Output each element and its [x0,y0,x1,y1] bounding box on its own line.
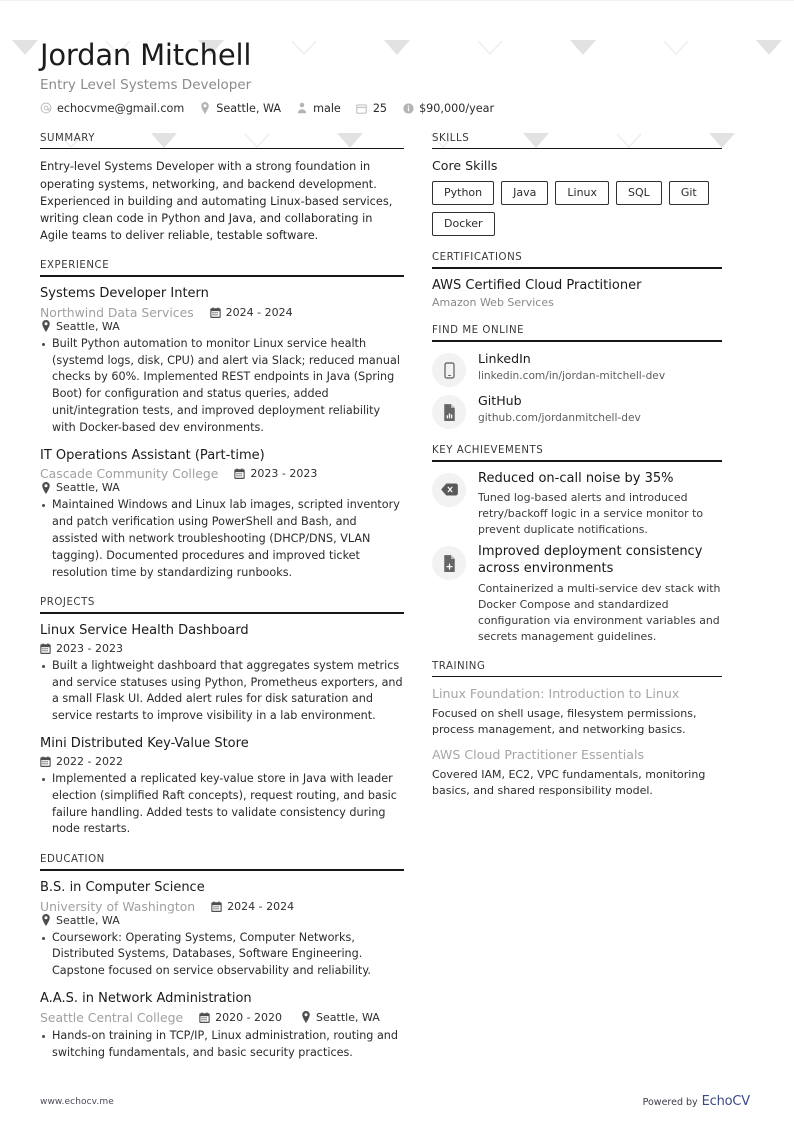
section-certifications [432,252,722,309]
location-icon [300,1012,311,1023]
entry-organization: University of Washington [40,898,196,914]
achievement-icon-bubble [432,473,466,507]
section-experience [40,260,404,581]
contact-item [356,102,387,115]
section-summary [40,133,404,244]
achievement-row [432,544,722,644]
left-column [40,133,432,1078]
two-column-body [40,133,750,1078]
contact-value: Seattle, WA [216,101,282,115]
resume-entry [40,880,404,980]
entry-title: Linux Service Health Dashboard [40,623,249,638]
skill-chip[interactable]: Git [669,181,709,205]
entry-title: Mini Distributed Key-Value Store [40,736,249,752]
resume-entry [40,448,404,582]
online-url[interactable]: linkedin.com/in/jordan-mitchell-dev [478,369,666,382]
certification-entries [432,278,722,310]
section-find-me-online [432,325,722,429]
achievement-row [432,471,722,539]
online-icon-bubble [432,353,466,387]
entry-title: A.A.S. in Network Administration [40,991,252,1007]
projects-rule [40,612,404,614]
candidate-title: Entry Level Systems Developer [40,76,252,93]
entry-bullets [40,658,404,725]
entry-location: Seattle, WA [40,481,120,494]
cal-solid-icon [40,756,51,767]
resume-entry [40,286,404,437]
skill-chip-list [432,181,722,236]
entry-title: Systems Developer Intern [40,285,209,301]
online-label: LinkedIn [478,351,531,367]
resume-entry [40,991,404,1061]
cal-solid-icon [234,468,245,479]
section-key-achievements [432,445,722,645]
online-profile-row[interactable] [432,393,722,429]
entry-bullets [40,497,404,581]
achievement-description: Containerized a multi-service dev stack with Docker Compose and standardized configuration via environment variables and secrets management guidelines. [478,581,721,643]
contact-line [40,102,750,115]
achievement-row-body [478,471,722,539]
training-title: AWS Cloud Practitioner Essentials [432,747,645,763]
experience-heading: EXPERIENCE [40,260,110,272]
location-icon [199,102,211,114]
achievement-row-body [478,544,722,644]
skills-heading: SKILLS [432,132,470,144]
footer-powered-by [643,1094,750,1109]
entry-bullet: Coursework: Operating Systems, Computer Networks, Distributed Systems, Databases, Software Engineering. Capstone focused on service observability and reliability. [40,930,404,980]
skill-chip[interactable]: Java [501,181,548,205]
online-profile-row[interactable] [432,351,722,387]
info-icon [402,102,414,114]
summary-heading: SUMMARY [40,132,95,144]
resume-entry [40,623,404,725]
entry-location: Seattle, WA [300,1011,380,1024]
entry-dates: 2020 - 2020 [199,1011,282,1024]
online-row-body [478,351,722,382]
achievements-heading: KEY ACHIEVEMENTS [432,445,544,457]
entry-dates: 2023 - 2023 [234,467,317,480]
skill-chip[interactable]: Linux [555,181,609,205]
contact-value: echocvme@gmail.com [57,101,185,115]
experience-entries [40,286,404,582]
email-icon [40,102,52,114]
projects-entries [40,623,404,838]
online-url[interactable]: github.com/jordanmitchell-dev [478,411,641,424]
document-plus-icon [442,555,457,572]
location-icon [40,915,51,926]
achievement-icon-bubble [432,546,466,580]
person-icon [296,102,308,114]
section-projects [40,597,404,838]
entry-organization: Northwind Data Services [40,304,194,320]
summary-text: Entry-level Systems Developer with a strong foundation in operating systems, networking, and backend development. Experienced in building and automating Linux-based services, writing clean code in Python and Java, and collaborating in Agile teams to deliver reliable, testable software. [40,160,393,243]
cal-solid-icon [210,307,221,318]
education-entries [40,880,404,1062]
entry-bullet: Implemented a replicated key-value store in Java with leader election (simplified Raft concepts), request routing, and basic failure handling. Added tests to validate consistency during node restarts. [40,771,404,838]
entry-bullet: Built a lightweight dashboard that aggregates system metrics and service statuses using Python, Prometheus exporters, and a small Flask UI. Added alert rules for disk saturation and service restarts to improve visibility in a lab environment. [40,658,404,725]
candidate-name: Jordan Mitchell [40,38,252,72]
section-skills [432,133,722,236]
entry-bullets [40,930,404,980]
calendar-icon [356,102,368,114]
entry-meta [40,1010,404,1025]
online-label: GitHub [478,393,522,409]
contact-item [40,102,184,115]
training-entry [432,686,722,738]
contact-value: $90,000/year [419,101,495,115]
achievement-entries [432,471,722,645]
summary-rule [40,148,404,150]
certifications-heading: CERTIFICATIONS [432,251,523,263]
entry-organization: Seattle Central College [40,1009,184,1025]
contact-value: male [313,101,341,115]
section-education [40,854,404,1061]
contact-item [296,102,341,115]
experience-rule [40,275,404,277]
training-description: Focused on shell usage, filesystem permissions, process management, and networking basics. [432,706,697,736]
page-footer [40,1094,750,1109]
certification-title: AWS Certified Cloud Practitioner [432,277,642,293]
education-rule [40,869,404,871]
online-entries [432,351,722,429]
online-heading: FIND ME ONLINE [432,325,525,337]
entry-dates: 2024 - 2024 [210,306,293,319]
training-description: Covered IAM, EC2, VPC fundamentals, monitoring basics, and shared responsibility model. [432,767,706,797]
location-icon [40,482,51,493]
footer-site-url[interactable]: www.echocv.me [40,1096,114,1107]
achievement-title: Improved deployment consistency across environments [478,544,703,576]
resume-entry [40,736,404,838]
document-chart-icon [442,404,457,421]
skills-group-name: Core Skills [432,158,498,174]
online-rule [432,340,722,342]
location-icon [40,321,51,332]
phone-icon [442,362,457,379]
training-entries [432,686,722,799]
entry-bullet: Hands-on training in TCP/IP, Linux administration, routing and switching fundamentals, and basic security practices. [40,1028,404,1062]
training-rule [432,676,722,678]
entry-dates: 2023 - 2023 [40,642,123,655]
footer-brand: EchoCV [701,1094,750,1109]
cal-solid-icon [211,901,222,912]
entry-bullets [40,771,404,838]
training-title: Linux Foundation: Introduction to Linux [432,686,680,702]
entry-bullets [40,1028,404,1062]
entry-dates: 2022 - 2022 [40,755,123,768]
education-heading: EDUCATION [40,854,105,866]
cal-solid-icon [199,1012,210,1023]
contact-value: 25 [372,101,388,115]
entry-bullet: Built Python automation to monitor Linux service health (systemd logs, disk, CPU) and alert via Slack; reduced manual checks by 60%. Implemented REST endpoints in Java (Spring Boot) for configuration and status queries, added unit/integration tests, and improved deployment reliability with Docker-based dev environments. [40,336,404,437]
tag-x-icon [441,483,458,496]
entry-meta [40,899,404,927]
entry-dates: 2024 - 2024 [211,900,294,913]
cal-solid-icon [40,643,51,654]
skills-rule [432,148,722,150]
entry-location: Seattle, WA [40,320,120,333]
right-column [432,133,722,815]
training-entry [432,747,722,799]
certification-issuer: Amazon Web Services [432,296,554,310]
footer-powered-label: Powered by [642,1097,698,1108]
projects-heading: PROJECTS [40,597,95,609]
entry-location: Seattle, WA [40,914,120,927]
resume-header [40,40,750,115]
entry-meta [40,466,404,494]
training-heading: TRAINING [432,660,486,672]
certifications-rule [432,267,722,269]
contact-item [402,102,494,115]
entry-bullet: Maintained Windows and Linux lab images, scripted inventory and patch verification using PowerShell and Bash, and assisted with network troubleshooting (DHCP/DNS, VLAN tagging). Documented procedures and improved ticket resolution time by standardizing runbooks. [40,497,404,581]
entry-meta [40,755,404,768]
certification-entry [432,278,722,310]
online-icon-bubble [432,395,466,429]
entry-meta [40,305,404,333]
achievement-description: Tuned log-based alerts and introduced retry/backoff logic in a service monitor to prevent duplicate notifications. [478,491,704,537]
entry-title: IT Operations Assistant (Part-time) [40,447,265,463]
achievement-title: Reduced on-call noise by 35% [478,470,674,486]
entry-bullets [40,336,404,437]
skill-chip[interactable]: SQL [616,181,662,205]
online-row-body [478,393,722,424]
skill-chip[interactable]: Python [432,181,494,205]
contact-item [199,102,281,115]
entry-organization: Cascade Community College [40,466,219,482]
achievements-rule [432,460,722,462]
skill-chip[interactable]: Docker [432,212,495,236]
entry-title: B.S. in Computer Science [40,879,205,895]
entry-meta [40,642,404,655]
section-training [432,661,722,799]
